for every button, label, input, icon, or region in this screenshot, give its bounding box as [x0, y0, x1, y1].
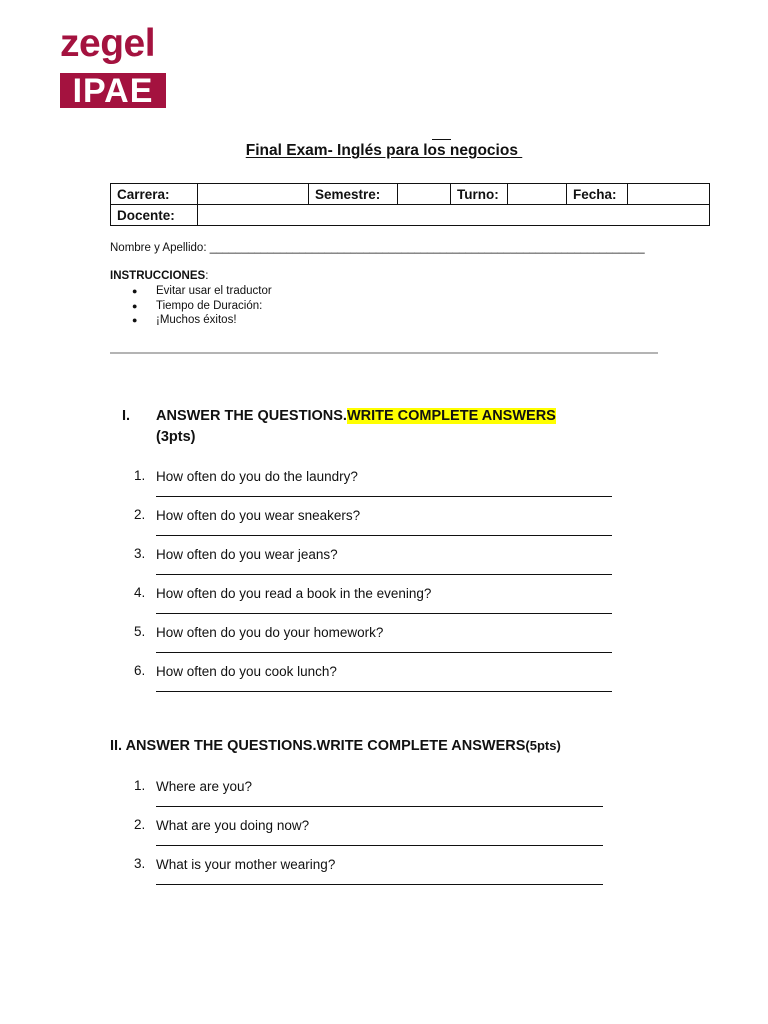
semestre-label: Semestre: [309, 184, 398, 205]
semestre-field[interactable] [398, 184, 451, 205]
instruction-item: ● ¡Muchos éxitos! [110, 313, 272, 328]
question-text: What are you doing now? [156, 818, 310, 833]
fecha-label: Fecha: [567, 184, 628, 205]
question-text: What is your mother wearing? [156, 857, 336, 872]
page-title: Final Exam- Inglés para los negocios [245, 142, 523, 159]
question-text: How often do you wear jeans? [156, 547, 338, 562]
list-item: 6. How often do you cook lunch? [134, 663, 612, 702]
section-1-points: (3pts) [156, 429, 196, 445]
docente-label: Docente: [111, 205, 198, 226]
fecha-field[interactable] [628, 184, 710, 205]
instructions-heading: INSTRUCCIONES: [110, 270, 209, 282]
list-item: 3. How often do you wear jeans? [134, 546, 612, 585]
logo-zegel: zegel [60, 22, 156, 65]
section-2-questions [134, 778, 603, 895]
instruction-item: ● Tiempo de Duración: [110, 299, 272, 314]
question-text: How often do you do your homework? [156, 625, 384, 640]
question-text: How often do you wear sneakers? [156, 508, 361, 523]
title-dash [432, 139, 451, 140]
carrera-field[interactable] [198, 184, 309, 205]
section-1-highlight: WRITE COMPLETE ANSWERS [346, 408, 556, 424]
answer-line[interactable] [156, 874, 603, 885]
turno-field[interactable] [508, 184, 567, 205]
section-1-text: ANSWER THE QUESTIONS. [156, 408, 347, 424]
list-item: 2. How often do you wear sneakers? [134, 507, 612, 546]
question-text: How often do you do the laundry? [156, 469, 358, 484]
list-item: 1. How often do you do the laundry? [134, 468, 612, 507]
info-table [110, 183, 710, 226]
logo-ipae: IPAE [60, 73, 166, 108]
instructions-list [110, 284, 272, 328]
section-1-heading [122, 406, 676, 448]
section-2-heading: II. ANSWER THE QUESTIONS.WRITE COMPLETE ANSWERS(5pts) [110, 738, 561, 754]
answer-line[interactable] [156, 525, 612, 536]
answer-line[interactable] [156, 796, 603, 807]
answer-line[interactable] [156, 681, 612, 692]
answer-line[interactable] [156, 486, 612, 497]
list-item: 2. What are you doing now? [134, 817, 603, 856]
docente-field[interactable] [198, 205, 710, 226]
answer-line[interactable] [156, 642, 612, 653]
name-line: Nombre y Apellido: ____________________________________________________________________ [110, 242, 645, 254]
question-text: Where are you? [156, 779, 253, 794]
answer-line[interactable] [156, 603, 612, 614]
section-1-questions [134, 468, 612, 702]
question-text: How often do you cook lunch? [156, 664, 337, 679]
list-item: 1. Where are you? [134, 778, 603, 817]
turno-label: Turno: [451, 184, 508, 205]
list-item: 5. How often do you do your homework? [134, 624, 612, 663]
section-2-points: (5pts) [525, 738, 561, 753]
instruction-item: ● Evitar usar el traductor [110, 284, 272, 299]
list-item: 4. How often do you read a book in the evening? [134, 585, 612, 624]
section-1-number: I. [122, 408, 131, 424]
question-text: How often do you read a book in the evening? [156, 586, 432, 601]
answer-line[interactable] [156, 835, 603, 846]
list-item: 3. What is your mother wearing? [134, 856, 603, 895]
divider [110, 352, 658, 354]
carrera-label: Carrera: [111, 184, 198, 205]
answer-line[interactable] [156, 564, 612, 575]
